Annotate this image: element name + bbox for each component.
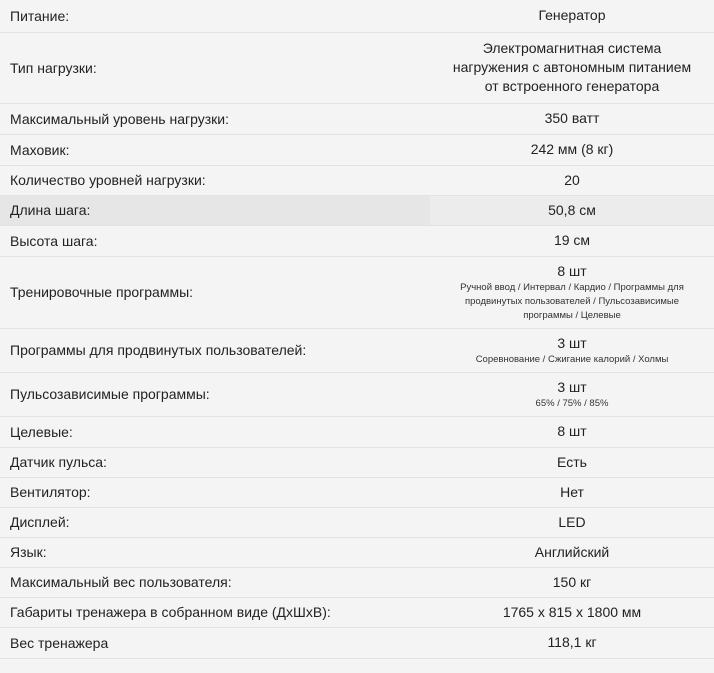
spec-value bbox=[430, 477, 714, 507]
spec-row-stride-length bbox=[0, 195, 714, 225]
spec-label: Маховик: bbox=[0, 134, 430, 165]
spec-value-text: 350 ватт bbox=[544, 110, 600, 126]
spec-label: Целевые: bbox=[0, 416, 430, 447]
spec-value-text: 8 шт bbox=[557, 423, 587, 439]
spec-value-text: Нет bbox=[560, 483, 584, 500]
spec-row-heart-rate-programs bbox=[0, 372, 714, 416]
spec-value-text: 242 мм (8 кг) bbox=[530, 141, 614, 157]
spec-value bbox=[430, 597, 714, 627]
spec-value-note: Соревнование / Сжигание калорий / Холмы bbox=[475, 353, 669, 365]
spec-row-language bbox=[0, 537, 714, 567]
spec-value bbox=[430, 447, 714, 477]
spec-value-note: Ручной ввод / Интервал / Кардио / Программы для продвинутых пользователей / Пульсозависимые программы / Целевые bbox=[460, 281, 684, 321]
spec-value bbox=[430, 537, 714, 567]
spec-value-text: 8 шт bbox=[557, 262, 587, 279]
spec-value-text: 1765 х 815 х 1800 мм bbox=[502, 603, 642, 620]
spec-value bbox=[430, 256, 714, 328]
spec-row-target-programs bbox=[0, 416, 714, 447]
spec-row-flywheel bbox=[0, 134, 714, 165]
spec-row-load-levels bbox=[0, 165, 714, 195]
spec-value-text: 3 шт bbox=[557, 334, 587, 351]
spec-label: Вес тренажера bbox=[0, 627, 430, 658]
spec-value-text: 20 bbox=[564, 171, 580, 188]
spec-row-step-height bbox=[0, 225, 714, 256]
spec-value-note: 65% / 75% / 85% bbox=[535, 397, 609, 409]
spec-value-text: Есть bbox=[557, 453, 587, 470]
spec-label: Тип нагрузки: bbox=[0, 32, 430, 103]
spec-value bbox=[430, 627, 714, 658]
spec-value-text: 150 кг bbox=[552, 573, 592, 590]
spec-row-max-user-weight bbox=[0, 567, 714, 597]
spec-row-training-programs bbox=[0, 256, 714, 328]
spec-value bbox=[430, 372, 714, 416]
spec-value-text: 19 см bbox=[553, 232, 591, 248]
spec-label: Дисплей: bbox=[0, 507, 430, 537]
spec-row-load-type bbox=[0, 32, 714, 103]
spec-value bbox=[430, 134, 714, 165]
spec-value-text: Электромагнитная система нагружения с автономным питанием от встроенного генератора bbox=[452, 40, 692, 94]
spec-row-power bbox=[0, 0, 714, 32]
spec-label: Датчик пульса: bbox=[0, 447, 430, 477]
spec-value bbox=[430, 416, 714, 447]
spec-value-text: 50,8 см bbox=[548, 201, 596, 218]
spec-value-text: 118,1 кг bbox=[547, 634, 597, 650]
spec-label: Максимальный вес пользователя: bbox=[0, 567, 430, 597]
spec-row-max-load bbox=[0, 103, 714, 134]
spec-value-text: 3 шт bbox=[557, 378, 587, 395]
spec-row-display bbox=[0, 507, 714, 537]
spec-label: Питание: bbox=[0, 0, 430, 32]
spec-row-machine-weight bbox=[0, 627, 714, 658]
spec-value-text: LED bbox=[558, 513, 586, 530]
spec-value bbox=[430, 0, 714, 32]
spec-row-fan bbox=[0, 477, 714, 507]
spec-label: Язык: bbox=[0, 537, 430, 567]
spec-label: Габариты тренажера в собранном виде (ДхШхВ): bbox=[0, 597, 430, 627]
spec-label: Вентилятор: bbox=[0, 477, 430, 507]
spec-value-text: Английский bbox=[534, 543, 610, 560]
spec-label: Количество уровней нагрузки: bbox=[0, 165, 430, 195]
spec-value bbox=[430, 328, 714, 372]
spec-value bbox=[430, 195, 714, 225]
spec-label: Программы для продвинутых пользователей: bbox=[0, 328, 430, 372]
spec-label: Тренировочные программы: bbox=[0, 256, 430, 328]
spec-row-advanced-programs bbox=[0, 328, 714, 372]
spec-value bbox=[430, 567, 714, 597]
spec-label: Пульсозависимые программы: bbox=[0, 372, 430, 416]
spec-row-pulse-sensor bbox=[0, 447, 714, 477]
spec-value bbox=[430, 165, 714, 195]
spec-label: Длина шага: bbox=[0, 195, 430, 225]
spec-value bbox=[430, 103, 714, 134]
spec-value bbox=[430, 507, 714, 537]
spec-value bbox=[430, 32, 714, 103]
spec-row-dimensions bbox=[0, 597, 714, 627]
spec-value-text: Генератор bbox=[538, 7, 606, 24]
spec-label: Максимальный уровень нагрузки: bbox=[0, 103, 430, 134]
spec-label: Высота шага: bbox=[0, 225, 430, 256]
spec-value bbox=[430, 225, 714, 256]
